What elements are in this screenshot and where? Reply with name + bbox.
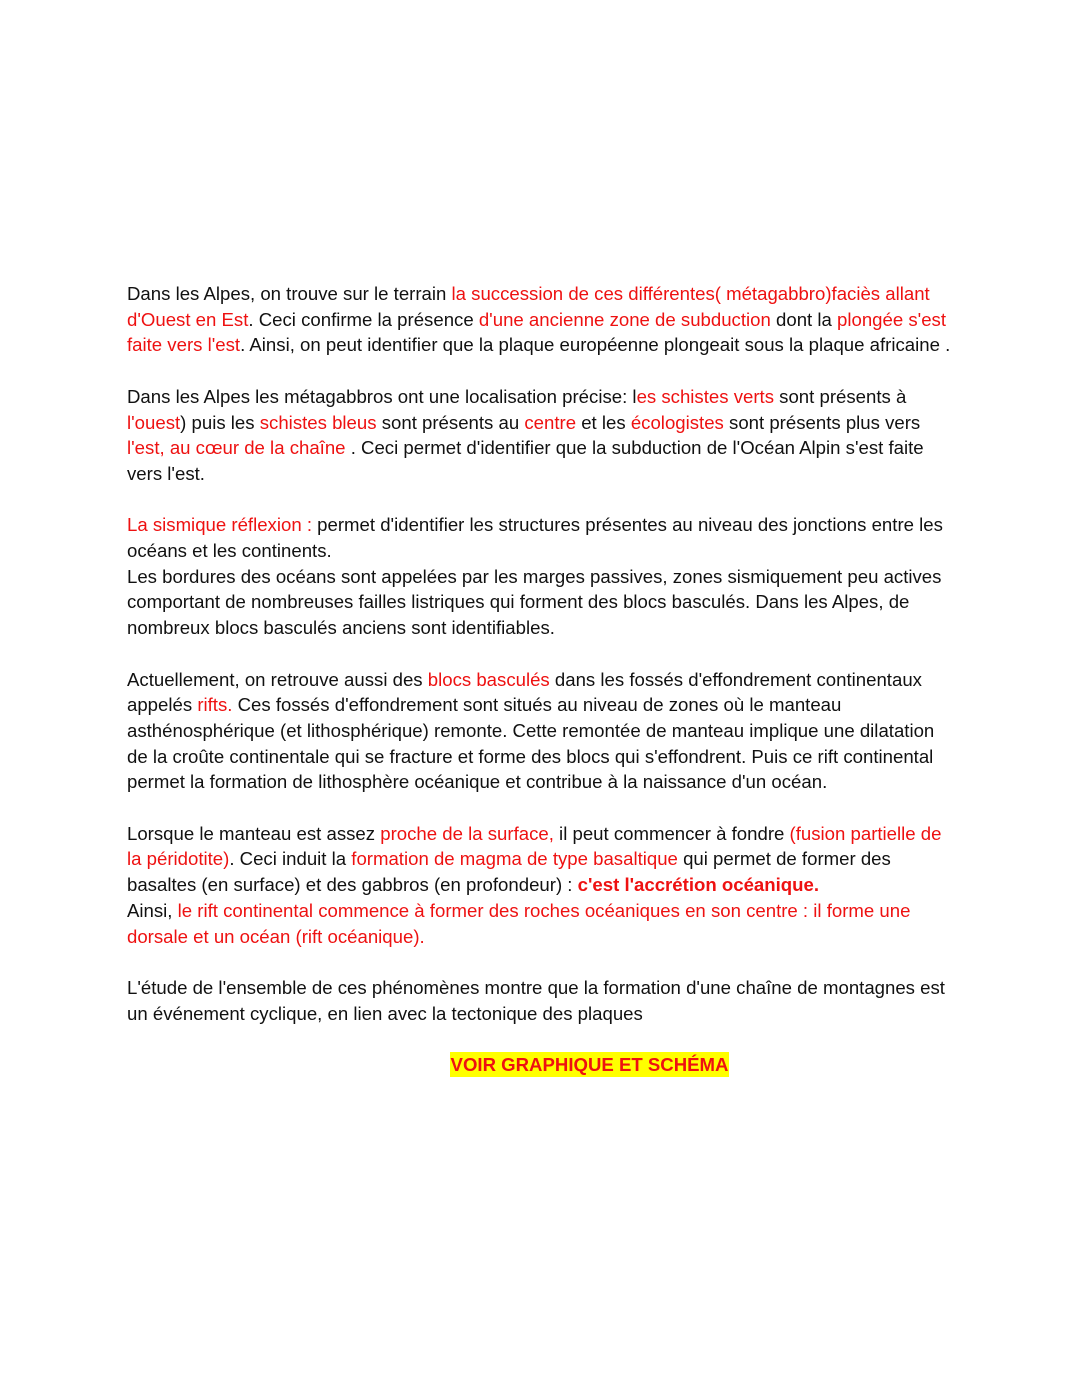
body-text: et les — [576, 411, 631, 433]
body-text: Dans les Alpes, on trouve sur le terrain — [127, 283, 452, 304]
highlighted-text: formation de magma de type basaltique — [351, 848, 678, 870]
body-text: sont présents plus vers — [723, 411, 921, 433]
highlighted-text: es schistes verts — [636, 385, 774, 407]
paragraph-6 — [127, 975, 957, 1026]
body-text: permet d'identifier les structures présentes au niveau des jonctions entre les océans et les continents. — [127, 514, 943, 561]
body-text: il peut commencer à fondre — [553, 822, 790, 844]
body-text: sont présents à — [774, 385, 907, 407]
body-text: ) puis les — [180, 411, 260, 433]
body-text: . Ainsi, on peut identifier que la plaque européenne plongeait sous la plaque africaine . — [240, 334, 951, 356]
see-chart-and-diagram-link[interactable]: VOIR GRAPHIQUE ET SCHÉMA — [450, 1054, 729, 1075]
highlighted-text: la succession de ces différentes( métagabbro)faciès allant d'Ouest en Est — [127, 283, 930, 330]
highlighted-text: rifts. — [197, 694, 233, 716]
body-text: L'étude de l'ensemble de ces phénomènes montre que la formation d'une chaîne de montagnes est un événement cyclique, en lien avec la tectonique des plaques — [127, 976, 945, 1024]
body-text: Ainsi, — [127, 899, 178, 921]
body-text: Actuellement, on retrouve aussi des — [127, 668, 428, 690]
bold-highlighted-text: c'est l'accrétion océanique. — [577, 874, 819, 896]
body-text: Ces fossés d'effondrement sont situés au niveau de zones où le manteau asthénosphérique (et lithosphérique) remonte. Cette remontée de manteau implique une dilatation de la croûte continentale qui se fracture et forme des blocs qui s'effondrent. Puis ce rift continental permet la formation de lithosphère océanique et contribue à la naissance d'un océan. — [127, 694, 935, 793]
highlighted-text: centre — [524, 411, 577, 433]
body-text: sont présents au — [376, 411, 525, 433]
highlighted-text: proche de la surface, — [380, 822, 554, 844]
paragraph-5 — [127, 821, 957, 950]
highlighted-text: l'ouest — [127, 411, 181, 433]
highlighted-text: schistes bleus — [259, 411, 377, 433]
document-page — [127, 281, 957, 1078]
highlighted-text: (fusion partielle de la péridotite) — [127, 822, 942, 870]
highlighted-text: La sismique réflexion : — [127, 514, 312, 536]
body-text: dans les fossés d'effondrement continentaux appelés — [127, 668, 922, 716]
highlighted-text: d'une ancienne zone de subduction — [478, 308, 771, 330]
document-body — [127, 281, 957, 1026]
cta-container — [127, 1052, 957, 1078]
paragraph-4 — [127, 667, 957, 796]
paragraph-2 — [127, 384, 957, 487]
paragraph-1 — [127, 281, 957, 358]
body-text: . Ceci permet d'identifier que la subduction de l'Océan Alpin s'est faite vers l'est. — [127, 437, 924, 484]
body-text: qui permet de former des basaltes (en surface) et des gabbros (en profondeur) : — [127, 848, 891, 896]
body-text: Les bordures des océans sont appelées par les marges passives, zones sismiquement peu actives comportant de nombreuses failles listriques qui forment des blocs basculés. Dans les Alpes, de nombreux blocs basculés anciens sont identifiables. — [127, 565, 942, 639]
body-text: Lorsque le manteau est assez — [127, 822, 381, 844]
highlighted-text: l'est, au cœur de la chaîne — [127, 437, 346, 459]
paragraph-3 — [127, 512, 957, 641]
highlighted-text: blocs basculés — [427, 668, 550, 690]
body-text: dont la — [770, 308, 838, 330]
highlighted-text: plongée s'est faite vers l'est — [127, 308, 947, 356]
body-text: . Ceci induit la — [229, 848, 352, 870]
highlighted-text: le rift continental commence à former des roches océaniques en son centre : il forme une dorsale et un océan (rift océanique). — [127, 899, 911, 947]
highlighted-text: écologistes — [630, 411, 724, 433]
body-text: . Ceci confirme la présence — [248, 308, 479, 330]
body-text: Dans les Alpes les métagabbros ont une localisation précise: l — [127, 385, 637, 407]
